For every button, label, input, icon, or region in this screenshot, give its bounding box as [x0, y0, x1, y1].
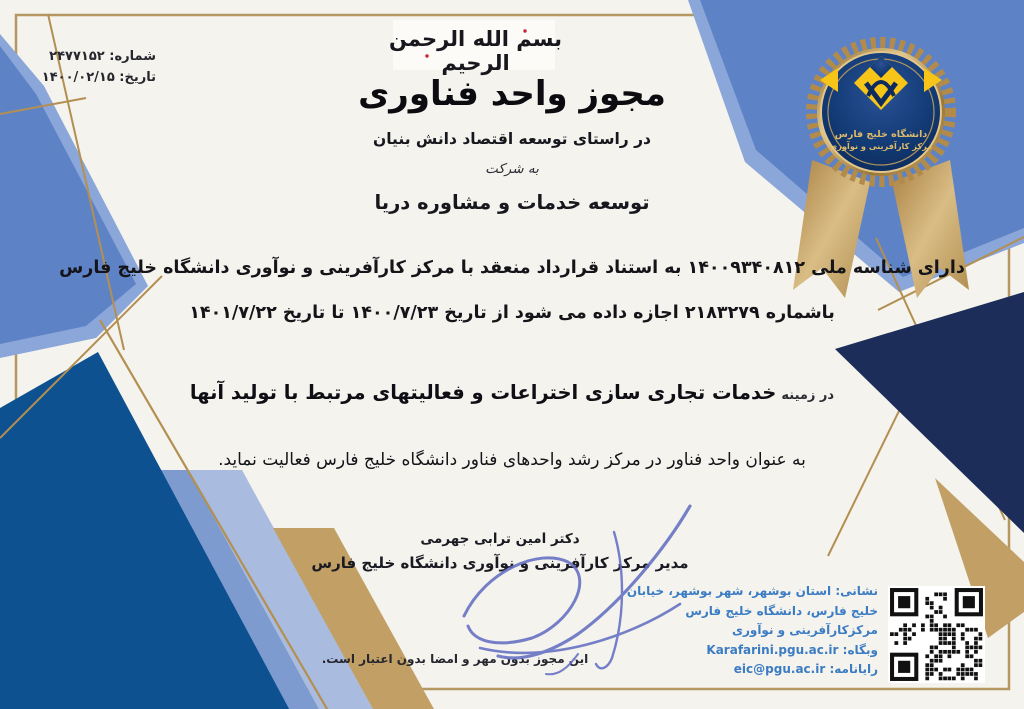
validity-note: این مجوز بدون مهر و امضا بدون اعتبار است. [321, 652, 589, 666]
address-line-2: خلیج فارس، دانشگاه خلیج فارس [685, 603, 878, 618]
badge-university-name: دانشگاه خلیج فارس [834, 129, 928, 140]
certificate-subtitle: در راستای توسعه اقتصاد دانش بنیان [373, 130, 651, 148]
field-value: خدمات تجاری سازی اختراعات و فعالیتهای مرتبط با تولید آنها [189, 381, 777, 404]
signature-ink [428, 496, 718, 681]
field-label: در زمینه [781, 388, 835, 403]
date-label: تاریخ: [119, 70, 156, 86]
company-name: توسعه خدمات و مشاوره دریا [374, 191, 650, 214]
qr-code [888, 585, 985, 684]
bismillah-calligraphy: بسم الله الرحمن الرحیم [389, 27, 562, 75]
certificate-title: مجوز واحد فناوری [358, 74, 666, 114]
signatory-role: مدیر مرکز کارآفرینی و نوآوری دانشگاه خلیج فارس [311, 554, 689, 572]
serial-line [24, 46, 156, 67]
website-label: وبگاه: [842, 642, 878, 657]
serial-value: ۲۴۷۷۱۵۲ [49, 49, 105, 64]
body-line-3: به عنوان واحد فناور در مرکز رشد واحدهای فناور دانشگاه خلیج فارس فعالیت نماید. [218, 450, 806, 470]
body-line-2: باشماره ۲۱۸۳۲۷۹ اجازه داده می شود از تاریخ ۱۴۰۰/۷/۲۳ تا تاریخ ۱۴۰۱/۷/۲۲ [189, 303, 835, 323]
body-line-1: دارای شناسه ملی ۱۴۰۰۹۳۴۰۸۱۲ به استناد قرارداد منعقد با مرکز کارآفرینی و نوآوری دانشگاه خلیج فارس [59, 258, 965, 278]
website-value: Karafarini.pgu.ac.ir [706, 642, 839, 657]
signatory-name: دکتر امین ترابی جهرمی [420, 531, 580, 547]
address-line-1: نشانی: استان بوشهر، شهر بوشهر، خیابان [626, 584, 878, 598]
date-value: ۱۴۰۰/۰۲/۱۵ [41, 70, 115, 86]
serial-label: شماره: [109, 49, 156, 64]
badge-center-name: مرکز کارآفرینی و نوآوری [829, 141, 933, 151]
email-value: eic@pgu.ac.ir [733, 662, 826, 677]
to-company-label: به شرکت [485, 161, 539, 177]
address-line-3: مرکزکارآفرینی و نوآوری [731, 623, 878, 638]
field-of-activity [20, 381, 1004, 404]
email-label: رایانامه: [829, 662, 878, 677]
